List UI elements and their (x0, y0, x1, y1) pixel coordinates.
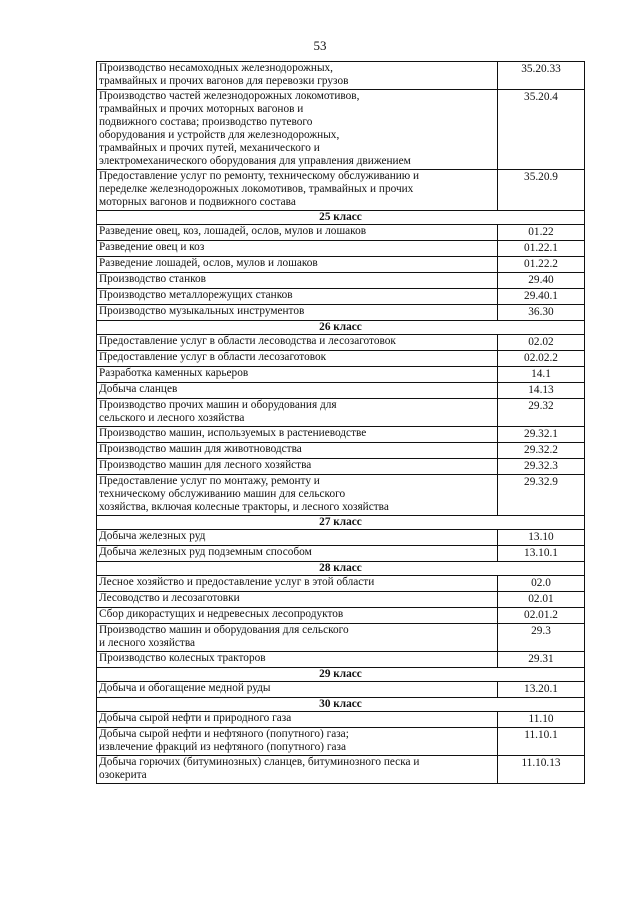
activity-name-cell (97, 257, 498, 273)
activity-code-cell: 01.22.2 (498, 257, 585, 273)
activity-name-line: Производство частей железнодорожных локомотивов, (99, 90, 360, 102)
table-body (97, 62, 585, 784)
activity-name-line: Сбор дикорастущих и недревесных лесопродуктов (99, 608, 344, 620)
table-row (97, 475, 585, 516)
class-header-label: 28 класс (97, 562, 585, 576)
table-row (97, 652, 585, 668)
activity-code-cell: 29.32 (498, 399, 585, 427)
table-row (97, 712, 585, 728)
table-row (97, 427, 585, 443)
activity-name-line: Производство музыкальных инструментов (99, 305, 305, 317)
activity-name-line: Разведение лошадей, ослов, мулов и лошаков (99, 257, 318, 269)
activity-name-cell (97, 576, 498, 592)
activity-code-cell: 29.32.3 (498, 459, 585, 475)
activity-code-cell: 13.20.1 (498, 682, 585, 698)
activity-name-cell (97, 592, 498, 608)
activity-code-cell: 35.20.9 (498, 170, 585, 211)
activity-code-cell: 35.20.4 (498, 90, 585, 170)
activity-name-cell (97, 682, 498, 698)
table-row (97, 273, 585, 289)
activity-name-cell (97, 530, 498, 546)
class-header-row (97, 562, 585, 576)
activity-name-line: моторных вагонов и подвижного состава (99, 196, 296, 208)
activity-name-cell (97, 383, 498, 399)
activity-code-cell: 29.32.9 (498, 475, 585, 516)
activity-name-line: оборудования и устройств для железнодорожных, (99, 129, 340, 141)
activity-name-line: электромеханического оборудования для управления движением (99, 155, 411, 167)
class-header-row (97, 698, 585, 712)
table-row (97, 351, 585, 367)
activity-code-cell: 14.13 (498, 383, 585, 399)
activity-name-cell (97, 459, 498, 475)
activity-code-cell: 29.40.1 (498, 289, 585, 305)
activity-name-line: Разведение овец и коз (99, 241, 205, 253)
activity-name-line: Разведение овец, коз, лошадей, ослов, мулов и лошаков (99, 225, 367, 237)
activity-name-line: Производство машин, используемых в растениеводстве (99, 427, 367, 439)
activity-code-cell: 29.32.2 (498, 443, 585, 459)
class-header-label: 26 класс (97, 321, 585, 335)
activity-code-cell: 36.30 (498, 305, 585, 321)
activity-name-cell (97, 608, 498, 624)
activity-name-line: сельского и лесного хозяйства (99, 412, 245, 424)
activity-name-cell (97, 443, 498, 459)
activity-name-line: Предоставление услуг в области лесозаготовок (99, 351, 327, 363)
activity-name-cell (97, 475, 498, 516)
activity-code-cell: 35.20.33 (498, 62, 585, 90)
class-header-label: 30 класс (97, 698, 585, 712)
activity-code-cell: 02.02 (498, 335, 585, 351)
activity-name-line: Производство прочих машин и оборудования для (99, 399, 337, 411)
table-row (97, 682, 585, 698)
activity-name-line: Предоставление услуг по монтажу, ремонту и (99, 475, 320, 487)
activity-name-cell (97, 62, 498, 90)
activity-name-line: подвижного состава; производство путевого (99, 116, 313, 128)
activity-name-line: Добыча сланцев (99, 383, 178, 395)
activity-name-cell (97, 170, 498, 211)
table-row (97, 592, 585, 608)
table-row (97, 170, 585, 211)
activity-name-cell (97, 546, 498, 562)
classification-table (96, 61, 585, 784)
activity-code-cell: 13.10.1 (498, 546, 585, 562)
activity-name-line: и лесного хозяйства (99, 637, 196, 649)
table-row (97, 624, 585, 652)
activity-name-line: Разработка каменных карьеров (99, 367, 249, 379)
activity-code-cell: 01.22.1 (498, 241, 585, 257)
activity-name-cell (97, 241, 498, 257)
activity-name-line: Предоставление услуг по ремонту, техническому обслуживанию и (99, 170, 420, 182)
activity-name-line: Лесоводство и лесозаготовки (99, 592, 240, 604)
activity-name-line: Предоставление услуг в области лесоводства и лесозаготовок (99, 335, 396, 347)
table-row (97, 443, 585, 459)
activity-name-cell (97, 399, 498, 427)
page-number: 53 (313, 38, 327, 53)
table-row (97, 530, 585, 546)
class-header-label: 27 класс (97, 516, 585, 530)
table-row (97, 335, 585, 351)
activity-name-line: Производство несамоходных железнодорожных, (99, 62, 334, 74)
activity-code-cell: 02.01.2 (498, 608, 585, 624)
activity-name-cell (97, 624, 498, 652)
activity-name-cell (97, 652, 498, 668)
activity-name-cell (97, 351, 498, 367)
activity-name-line: Производство машин и оборудования для сельского (99, 624, 349, 636)
activity-name-line: техническому обслуживанию машин для сельского (99, 488, 346, 500)
activity-name-line: Лесное хозяйство и предоставление услуг в этой области (99, 576, 375, 588)
table-row (97, 756, 585, 784)
table-row (97, 399, 585, 427)
activity-code-cell: 02.0 (498, 576, 585, 592)
activity-code-cell: 02.02.2 (498, 351, 585, 367)
activity-name-line: Добыча железных руд (99, 530, 206, 542)
activity-code-cell: 02.01 (498, 592, 585, 608)
activity-code-cell: 11.10 (498, 712, 585, 728)
activity-name-line: трамвайных и прочих моторных вагонов и (99, 103, 304, 115)
activity-name-line: Добыча горючих (битуминозных) сланцев, битуминозного песка и (99, 756, 420, 768)
activity-name-line: Добыча и обогащение медной руды (99, 682, 271, 694)
activity-name-cell (97, 225, 498, 241)
activity-code-cell: 29.31 (498, 652, 585, 668)
activity-code-cell: 29.40 (498, 273, 585, 289)
table-row (97, 90, 585, 170)
activity-name-cell (97, 289, 498, 305)
activity-name-line: озокерита (99, 769, 147, 781)
activity-name-line: трамвайных и прочих путей, механического и (99, 142, 320, 154)
class-header-row (97, 211, 585, 225)
class-header-label: 29 класс (97, 668, 585, 682)
activity-code-cell: 13.10 (498, 530, 585, 546)
table-row (97, 225, 585, 241)
activity-name-line: переделке железнодорожных локомотивов, трамвайных и прочих (99, 183, 414, 195)
activity-name-cell (97, 335, 498, 351)
table-row (97, 383, 585, 399)
table-row (97, 367, 585, 383)
activity-name-cell (97, 90, 498, 170)
activity-code-cell: 29.32.1 (498, 427, 585, 443)
table-row (97, 728, 585, 756)
activity-name-line: хозяйства, включая колесные тракторы, и лесного хозяйства (99, 501, 389, 513)
activity-code-cell: 11.10.13 (498, 756, 585, 784)
activity-name-line: Производство станков (99, 273, 207, 285)
activity-name-line: Производство колесных тракторов (99, 652, 266, 664)
table-row (97, 289, 585, 305)
activity-name-line: Производство машин для лесного хозяйства (99, 459, 312, 471)
activity-name-line: Добыча сырой нефти и нефтяного (попутного) газа; (99, 728, 349, 740)
activity-code-cell: 11.10.1 (498, 728, 585, 756)
activity-name-line: Добыча сырой нефти и природного газа (99, 712, 292, 724)
activity-name-line: извлечение фракций из нефтяного (попутного) газа (99, 741, 346, 753)
table-row (97, 62, 585, 90)
class-header-label: 25 класс (97, 211, 585, 225)
activity-name-cell (97, 712, 498, 728)
activity-name-line: трамвайных и прочих вагонов для перевозки грузов (99, 75, 349, 87)
table-row (97, 608, 585, 624)
table-row (97, 257, 585, 273)
activity-name-cell (97, 427, 498, 443)
table-row (97, 459, 585, 475)
activity-code-cell: 01.22 (498, 225, 585, 241)
class-header-row (97, 321, 585, 335)
activity-name-cell (97, 756, 498, 784)
activity-name-cell (97, 305, 498, 321)
activity-name-cell (97, 273, 498, 289)
table-row (97, 241, 585, 257)
table-row (97, 546, 585, 562)
activity-name-cell (97, 728, 498, 756)
class-header-row (97, 516, 585, 530)
activity-code-cell: 14.1 (498, 367, 585, 383)
activity-name-line: Производство металлорежущих станков (99, 289, 293, 301)
activity-name-line: Производство машин для животноводства (99, 443, 302, 455)
table-row (97, 576, 585, 592)
activity-code-cell: 29.3 (498, 624, 585, 652)
activity-name-cell (97, 367, 498, 383)
table-row (97, 305, 585, 321)
class-header-row (97, 668, 585, 682)
activity-name-line: Добыча железных руд подземным способом (99, 546, 312, 558)
